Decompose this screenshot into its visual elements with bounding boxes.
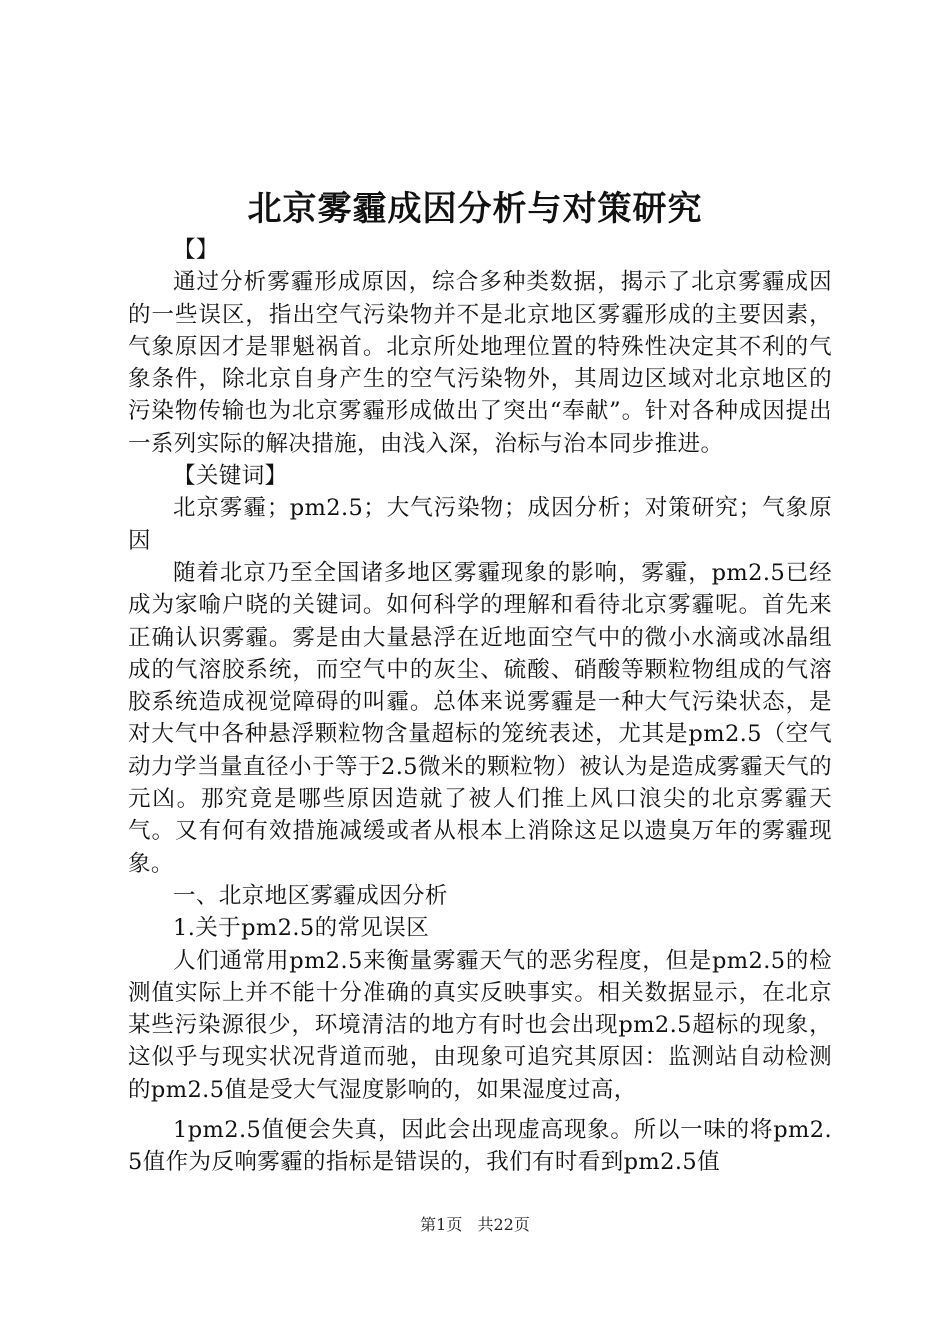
body-paragraph: 人们通常用pm2.5来衡量雾霾天气的恶劣程度，但是pm2.5的检测值实际上并不能十分准确的真实反映事实。相关数据显示，在北京某些污染源很少，环境清洁的地方有时也会出现pm2.5超标的现象，这似乎与现实状况背道而驰，由现象可追究其原因：监测站自动检测的pm2.5值是受大气湿度影响的，如果湿度过高， [128,947,832,1103]
abstract-paragraph: 通过分析雾霾形成原因，综合多种类数据，揭示了北京雾霾成因的一些误区，指出空气污染物并不是北京地区雾霾形成的主要因素，气象原因才是罪魁祸首。北京所处地理位置的特殊性决定其不利的气象条件，除北京自身产生的空气污染物外，其周边区域对北京地区的污染物传输也为北京雾霾形成做出了突出“奉献”。针对各种成因提出一系列实际的解决措施，由浅入深，治标与治本同步推进。 [128,269,832,457]
keywords-paragraph: 北京雾霾；pm2.5；大气污染物；成因分析；对策研究；气象原因 [128,495,832,554]
section-heading: 一、北京地区雾霾成因分析 [173,882,448,909]
intro-paragraph: 随着北京乃至全国诸多地区雾霾现象的影响，雾霾，pm2.5已经成为家喻户晓的关键词。如何科学的理解和看待北京雾霾呢。首先来正确认识雾霾。雾是由大量悬浮在近地面空气中的微小水滴或冰晶组成的气溶胶系统，而空气中的灰尘、硫酸、硝酸等颗粒物组成的气溶胶系统造成视觉障碍的叫霾。总体来说雾霾是一种大气污染状态，是对大气中各种悬浮颗粒物含量超标的笼统表述，尤其是pm2.5（空气动力学当量直径小于等于2.5微米的颗粒物）被认为是造成雾霾天气的元凶。那究竟是哪些原因造就了被人们推上风口浪尖的北京雾霾天气。又有何有效措施减缓或者从根本上消除这足以遗臭万年的雾霾现象。 [128,559,832,877]
page-footer [0,1215,950,1235]
page-total: 共22页 [477,1215,530,1234]
body-paragraph-continued: 1pm2.5值便会失真，因此会出现虚高现象。所以一味的将pm2.5值作为反响雾霾的指标是错误的，我们有时看到pm2.5值 [128,1117,832,1176]
abstract-heading: 【】 [173,237,219,263]
page-number: 第1页 [420,1215,463,1234]
keywords-heading: 【关键词】 [173,463,288,490]
subsection-heading: 1.关于pm2.5的常见误区 [173,915,430,942]
document-title: 北京雾霾成因分析与对策研究 [247,189,703,229]
document-body [128,234,832,1179]
